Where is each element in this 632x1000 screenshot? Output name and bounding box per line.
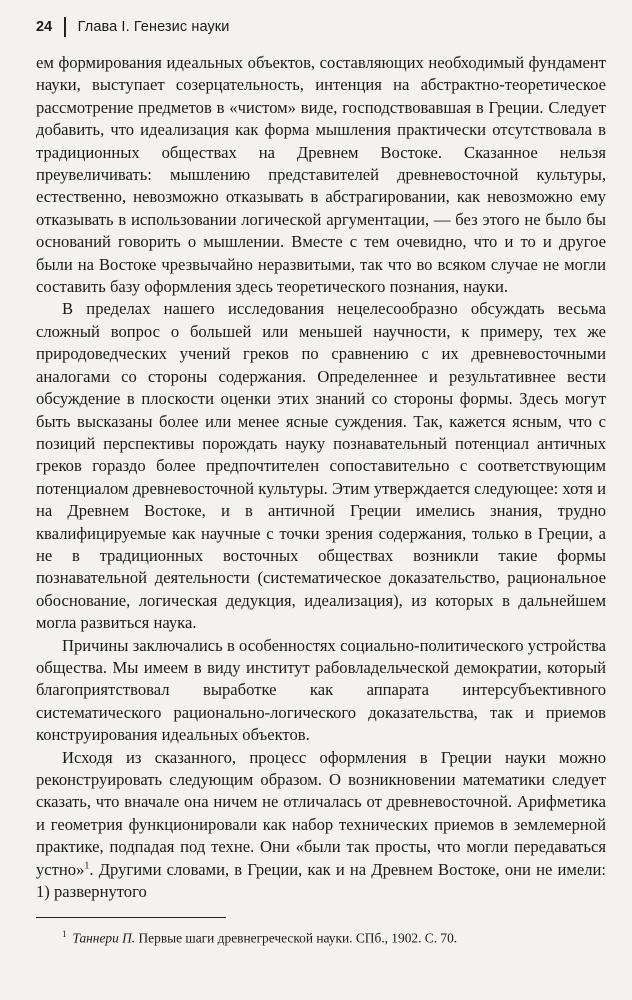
paragraph-text: Исходя из сказанного, процесс оформления в Греции науки можно реконструировать следующим образом. О возникновении математики следует сказать, что вначале она ничем не отличалась от древневосточной. Арифметика и геометрия функционировали как набор технических приемов в землемерной практике, подпадая под техне. Они «были так просты, что могли передаваться устно» bbox=[36, 747, 606, 879]
paragraph: Причины заключались в особенностях социально-политического устройства общества. Мы имеем в виду институт рабовладельческой демократии, который благоприятствовал выработке как аппарата интерсубъективного систематического рационально-логического доказательства, так и приемов конструирования идеальных объектов. bbox=[36, 635, 606, 745]
page-number: 24 bbox=[36, 19, 53, 35]
paragraph: В пределах нашего исследования нецелесообразно обсуждать весьма сложный вопрос о большей или меньшей научности, к примеру, тех же природоведческих учений греков по сравнению с их древневосточными аналогами со стороны содержания. Определеннее и результативнее вести обсуждение в плоскости оценки этих знаний со стороны формы. Здесь могут быть высказаны более или менее ясные суждения. Так, кажется ясным, что с позиций перспективы порождать науку познавательный потенциал античных греков гораздо более предпочтителен сопоставительно с соответствующим потенциалом древневосточной культуры. Этим утверждается следующее: хотя и на Древнем Востоке, и в античной Греции имелись знания, трудно квалифицируемые как научные с точки зрения содержания, только в Греции, а не в традиционных восточных обществах возникли такие формы познавательной деятельности (систематическое доказательство, рациональное обоснование, логическая дедукция, идеализация), из которых в дальнейшем могла развиться наука. bbox=[36, 299, 606, 633]
running-header bbox=[36, 12, 606, 42]
footnote-author: Таннери П. bbox=[72, 930, 136, 946]
footnote bbox=[36, 926, 606, 946]
footnote-text: Первые шаги древнегреческой науки. СПб., 1902. С. 70. bbox=[135, 930, 458, 946]
footnote-mark: 1 bbox=[62, 929, 67, 940]
main-text bbox=[36, 52, 606, 903]
paragraph-continued: ем формирования идеальных объектов, составляющих необходимый фундамент науки, выступает созерцательность, интенция на абстрактно-теоретическое рассмотрение предметов в «чистом» виде, господствовавшая в Греции. Следует добавить, что идеализация как форма мышления практически отсутствовала в традиционных обществах на Древнем Востоке. Сказанное нельзя преувеличивать: мышлению представителей древневосточной культуры, естественно, невозможно отказывать в абстрагировании, как невозможно ему отказывать в использовании логической аргументации, — без этого не было бы оснований говорить о мышлении. Вместе с тем очевидно, что и то и другое были на Востоке чрезвычайно неразвитыми, так что во всяком случае не могли составить базу оформления здесь теоретического познания, науки. bbox=[36, 53, 606, 297]
footnote-divider bbox=[36, 917, 226, 918]
footnote-reference[interactable]: 1 bbox=[84, 860, 90, 872]
paragraph-last bbox=[36, 747, 606, 904]
chapter-title: Глава I. Генезис науки bbox=[77, 19, 230, 35]
header-divider bbox=[64, 17, 66, 37]
paragraph-text: . Другими словами, в Греции, как и на Древнем Востоке, они не имели: 1) развернутого bbox=[36, 859, 606, 902]
